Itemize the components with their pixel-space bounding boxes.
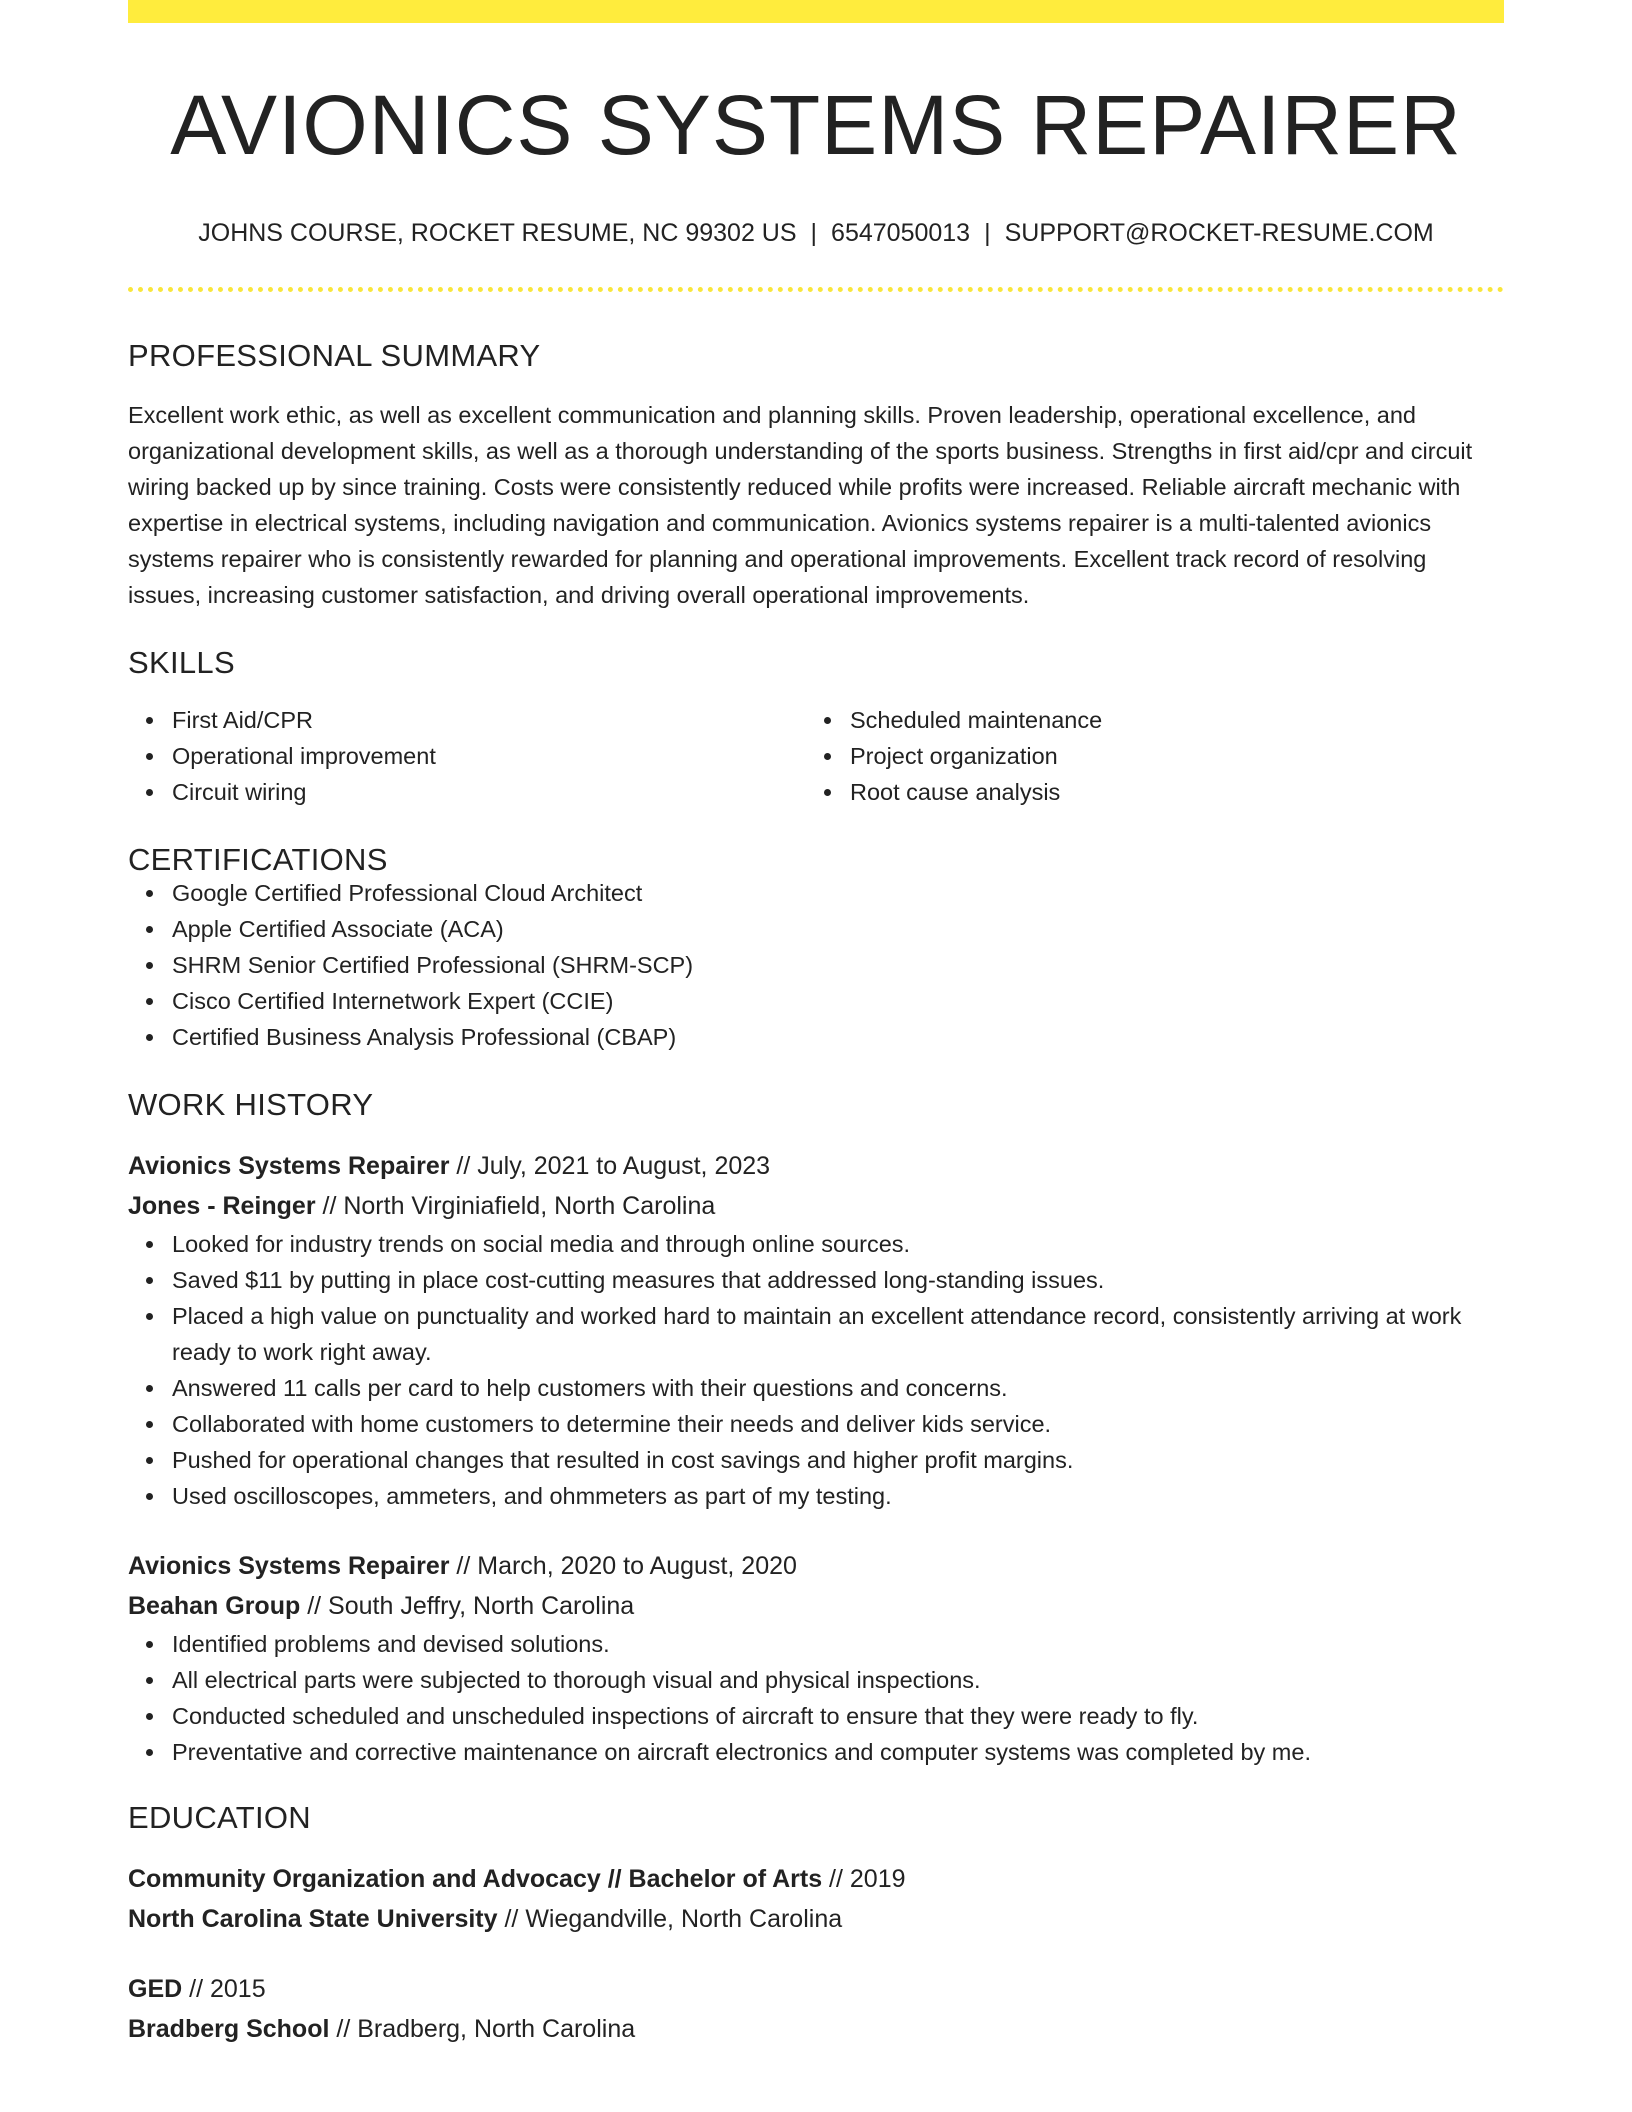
contact-line [128,221,1504,246]
education-location: // Wiegandville, North Carolina [504,1905,843,1933]
summary-heading: PROFESSIONAL SUMMARY [128,338,541,373]
job-bullet: Used oscilloscopes, ammeters, and ohmmeters as part of my testing. [172,1478,1504,1514]
certification-item: Cisco Certified Internetwork Expert (CCIE) [172,983,1504,1019]
job-company-line [128,1186,1504,1226]
certifications-heading: CERTIFICATIONS [128,842,388,877]
job-title-line [128,1546,1504,1586]
education-location: // Bradberg, North Carolina [336,2015,636,2043]
skill-item: Circuit wiring [172,774,806,810]
contact-phone: 6547050013 [831,219,971,247]
resume-title: AVIONICS SYSTEMS REPAIRER [170,78,1462,172]
job-bullet: Answered 11 calls per card to help customers with their questions and concerns. [172,1370,1504,1406]
certification-item: SHRM Senior Certified Professional (SHRM-SCP) [172,947,1504,983]
job-bullet: Preventative and corrective maintenance on aircraft electronics and computer systems was completed by me. [172,1734,1504,1770]
skill-item: First Aid/CPR [172,702,806,738]
job-title: Avionics Systems Repairer [128,1552,450,1580]
skills-heading: SKILLS [128,645,235,680]
work-history-heading: WORK HISTORY [128,1087,374,1122]
certifications-list [128,875,1504,1055]
certification-item: Certified Business Analysis Professional (CBAP) [172,1019,1504,1055]
education-school: North Carolina State University [128,1905,498,1933]
job-bullet: Identified problems and devised solutions. [172,1626,1504,1662]
job-location: // North Virginiafield, North Carolina [322,1192,716,1220]
job-bullet: Conducted scheduled and unscheduled inspections of aircraft to ensure that they were ready to fly. [172,1698,1504,1734]
skills-list-right [806,702,1484,810]
education-year: // 2019 [829,1865,906,1893]
education-year: // 2015 [189,1975,266,2003]
job-bullet: Collaborated with home customers to determine their needs and deliver kids service. [172,1406,1504,1442]
job-bullet: Looked for industry trends on social media and through online sources. [172,1226,1504,1262]
contact-address: JOHNS COURSE, ROCKET RESUME, NC 99302 US [198,219,797,247]
skills-columns [128,702,1504,810]
job-company: Jones - Reinger [128,1192,316,1220]
education-degree-line [128,1859,1504,1899]
job-bullet: Placed a high value on punctuality and worked hard to maintain an excellent attendance record, consistently arriving at work ready to work right away. [172,1298,1504,1370]
contact-separator: | [810,219,818,247]
skill-item: Root cause analysis [850,774,1484,810]
job-bullet: Pushed for operational changes that resulted in cost savings and higher profit margins. [172,1442,1504,1478]
job-location: // South Jeffry, North Carolina [307,1592,635,1620]
skill-item: Project organization [850,738,1484,774]
certification-item: Apple Certified Associate (ACA) [172,911,1504,947]
job-entry [128,1546,1504,1770]
education-school-line [128,1899,1504,1939]
education-degree-line [128,1969,1504,2009]
education-entry [128,1969,1504,2049]
job-entry [128,1146,1504,1514]
job-company: Beahan Group [128,1592,301,1620]
contact-email: SUPPORT@ROCKET-RESUME.COM [1004,219,1434,247]
job-company-line [128,1586,1504,1626]
job-bullet: Saved $11 by putting in place cost-cutting measures that addressed long-standing issues. [172,1262,1504,1298]
certification-item: Google Certified Professional Cloud Architect [172,875,1504,911]
skills-list-left [128,702,806,810]
education-degree: GED [128,1975,183,2003]
skill-item: Operational improvement [172,738,806,774]
resume-page [128,0,1504,2049]
dotted-divider [128,287,1504,292]
education-school: Bradberg School [128,2015,330,2043]
summary-text: Excellent work ethic, as well as excellent communication and planning skills. Proven leadership, operational excellence, and organizational development skills, as well as a thorough understanding of the sports business. Strengths in first aid/cpr and circuit wiring backed up by since training. Costs were consistently reduced while profits were increased. Reliable aircraft mechanic with expertise in electrical systems, including navigation and communication. Avionics systems repairer is a multi-talented avionics systems repairer who is consistently rewarded for planning and operational improvements. Excellent track record of resolving issues, increasing customer satisfaction, and driving overall operational improvements. [128,402,1473,608]
job-title: Avionics Systems Repairer [128,1152,450,1180]
job-dates: // July, 2021 to August, 2023 [456,1152,771,1180]
accent-top-bar [128,0,1504,23]
job-bullet: All electrical parts were subjected to thorough visual and physical inspections. [172,1662,1504,1698]
job-bullets [128,1626,1504,1770]
education-heading: EDUCATION [128,1800,311,1835]
job-dates: // March, 2020 to August, 2020 [456,1552,797,1580]
contact-separator: | [984,219,991,247]
education-degree: Community Organization and Advocacy // Bachelor of Arts [128,1865,823,1893]
job-title-line [128,1146,1504,1186]
job-bullets [128,1226,1504,1514]
education-school-line [128,2009,1504,2049]
education-entry [128,1859,1504,1939]
skill-item: Scheduled maintenance [850,702,1484,738]
